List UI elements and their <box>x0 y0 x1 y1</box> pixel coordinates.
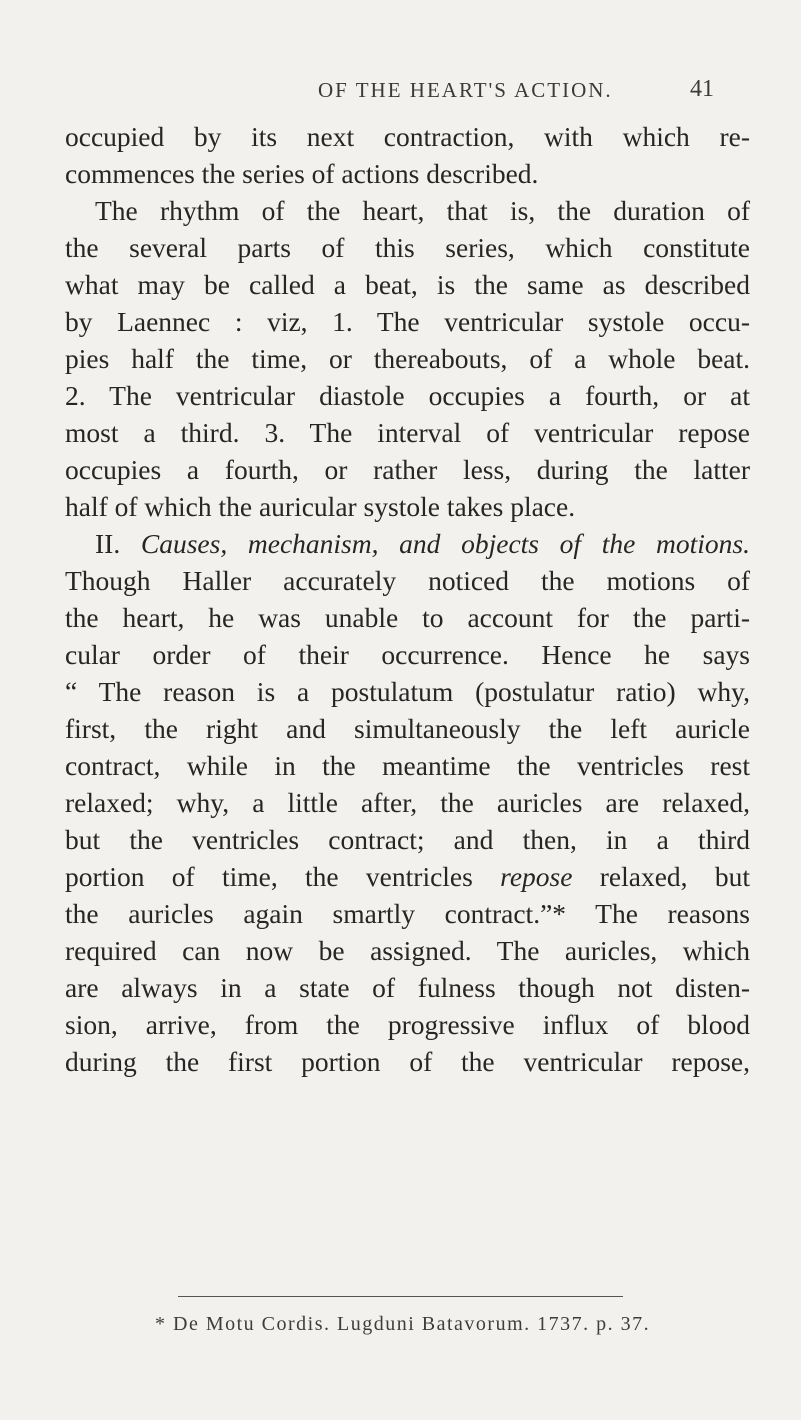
text-line: relaxed; why, a little after, the auricles are relaxed, <box>65 787 750 818</box>
section-number: II. <box>95 528 121 559</box>
text-line: sion, arrive, from the progressive influx of blood <box>65 1009 750 1040</box>
text-line: during the first portion of the ventricular repose, <box>65 1046 750 1077</box>
text-line: are always in a state of fulness though not disten- <box>65 972 750 1003</box>
text-line: the auricles again smartly contract.”* The reasons <box>65 898 750 929</box>
text-line: contract, while in the meantime the ventricles rest <box>65 750 750 781</box>
text-line: Though Haller accurately noticed the motions of <box>65 565 750 596</box>
text-line: 2. The ventricular diastole occupies a fourth, or at <box>65 380 750 411</box>
text-fragment: portion of time, the ventricles <box>65 861 501 892</box>
text-line: the heart, he was unable to account for the parti- <box>65 602 750 633</box>
text-line: commences the series of actions described. <box>65 158 539 189</box>
text-line: “ The reason is a postulatum (postulatur ratio) why, <box>65 676 750 707</box>
body-text <box>65 118 750 1080</box>
page-number: 41 <box>690 76 714 102</box>
text-line: most a third. 3. The interval of ventricular repose <box>65 417 750 448</box>
text-line: required can now be assigned. The auricles, which <box>65 935 750 966</box>
text-line <box>65 858 750 895</box>
text-line: but the ventricles contract; and then, in a third <box>65 824 750 855</box>
section-heading-line <box>65 525 750 562</box>
text-line: half of which the auricular systole takes place. <box>65 491 576 522</box>
text-line: The rhythm of the heart, that is, the duration of <box>95 195 750 226</box>
running-head: OF THE HEART'S ACTION. <box>318 78 613 102</box>
emphasized-word: repose <box>500 861 573 892</box>
text-line: what may be called a beat, is the same as described <box>65 269 750 300</box>
text-line: first, the right and simultaneously the left auricle <box>65 713 750 744</box>
text-line: the several parts of this series, which constitute <box>65 232 750 263</box>
text-line: by Laennec : viz, 1. The ventricular systole occu- <box>65 306 750 337</box>
text-fragment: relaxed, but <box>572 861 751 892</box>
text-line: cular order of their occurrence. Hence he says <box>65 639 750 670</box>
text-line: pies half the time, or thereabouts, of a whole beat. <box>65 343 750 374</box>
footnote: * De Motu Cordis. Lugduni Batavorum. 1737. p. 37. <box>155 1313 651 1335</box>
text-line: occupies a fourth, or rather less, during the latter <box>65 454 750 485</box>
footnote-divider <box>178 1296 623 1297</box>
section-title: Causes, mechanism, and objects of the motions. <box>140 528 750 559</box>
page-header <box>0 78 801 108</box>
text-line: occupied by its next contraction, with which re- <box>65 121 750 152</box>
